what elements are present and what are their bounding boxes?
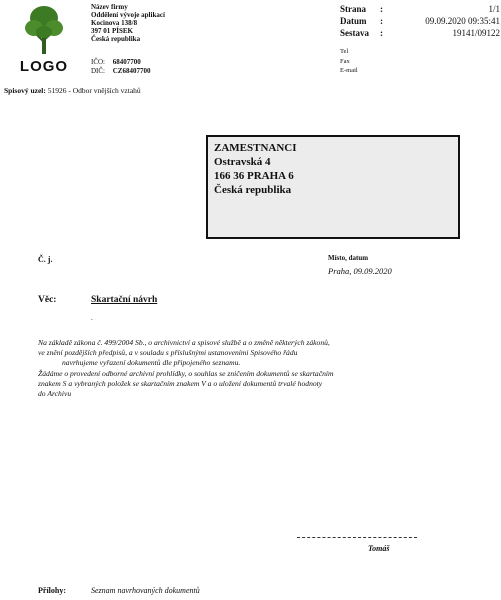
tree-icon [24, 4, 64, 56]
attachments-label: Přílohy: [38, 586, 66, 595]
signature-name: Tomáš [368, 544, 390, 553]
body-line: ve znění pozdějších předpisů, a v souladu s příslušnými ustanoveními Spisového řádu [38, 348, 298, 358]
dic-label: DIČ: [91, 67, 105, 75]
date-value: 09.09.2020 09:35:41 [425, 16, 500, 26]
firm-department: Oddělení vývoje aplikací [91, 11, 165, 19]
firm-city: 397 01 PÍSEK [91, 27, 134, 35]
firm-street: Kocinova 138/8 [91, 19, 138, 27]
body-line: do Archivu [38, 389, 72, 399]
address-line-3: 166 36 PRAHA 6 [214, 170, 294, 182]
body-line: navrhujeme vyřazení dokumentů dle připojeného seznamu. [62, 358, 241, 368]
filing-node-label: Spisový uzel: [4, 86, 46, 95]
colon: : [380, 28, 383, 38]
subject-title: Skartační návrh [91, 295, 158, 305]
place-date-value: Praha, 09.09.2020 [328, 266, 392, 276]
report-label: Sestava [340, 28, 369, 38]
document-meta [340, 3, 500, 39]
body-text [38, 338, 458, 399]
filing-node [4, 86, 141, 95]
attachments-value: Seznam navrhovaných dokumentů [91, 586, 200, 595]
address-line-2: Ostravská 4 [214, 156, 271, 168]
logo [12, 4, 76, 78]
colon: : [380, 4, 383, 14]
body-line: Na základě zákona č. 499/2004 Sb., o archivnictví a spisové službě a o změně některých zákonů, [38, 338, 330, 347]
report-value: 19141/09122 [452, 28, 500, 38]
firm-info [91, 3, 165, 43]
page-value: 1/1 [488, 4, 500, 14]
logo-text: LOGO [19, 58, 69, 75]
tel-label: Tel [340, 48, 349, 55]
date-label: Datum [340, 16, 367, 26]
body-line: Žádáme o provedení odborné archivní prohlídky, o souhlas se zničením dokumentů se skartačním [38, 368, 334, 378]
address-line-1: ZAMESTNANCI [214, 142, 297, 154]
address-line-4: Česká republika [214, 184, 292, 196]
colon: : [380, 16, 383, 26]
filing-node-value: 51926 - Odbor vnějších vztahů [47, 86, 141, 95]
contacts [340, 47, 358, 76]
firm-name: Název firmy [91, 3, 128, 11]
firm-ids [91, 58, 150, 76]
body-line: znakem S a vybraných položek se skartačním znakem V a o uložení dokumentů trvalé hodnoty [38, 378, 323, 388]
subject-label: Věc: [38, 295, 57, 305]
firm-country: Česká republika [91, 35, 141, 43]
dot-mark: . [91, 314, 93, 322]
place-date-label: Místo, datum [328, 254, 369, 262]
page-label: Strana [340, 4, 367, 14]
signature-line [297, 537, 417, 538]
email-label: E-mail [340, 67, 358, 74]
reference-number-label: Č. j. [38, 255, 53, 264]
recipient-address-box [206, 135, 460, 239]
fax-label: Fax [340, 57, 350, 65]
ico-label: IČO: [91, 58, 105, 66]
dic-value: CZ68407700 [112, 67, 151, 75]
ico-value: 68407700 [112, 58, 141, 66]
